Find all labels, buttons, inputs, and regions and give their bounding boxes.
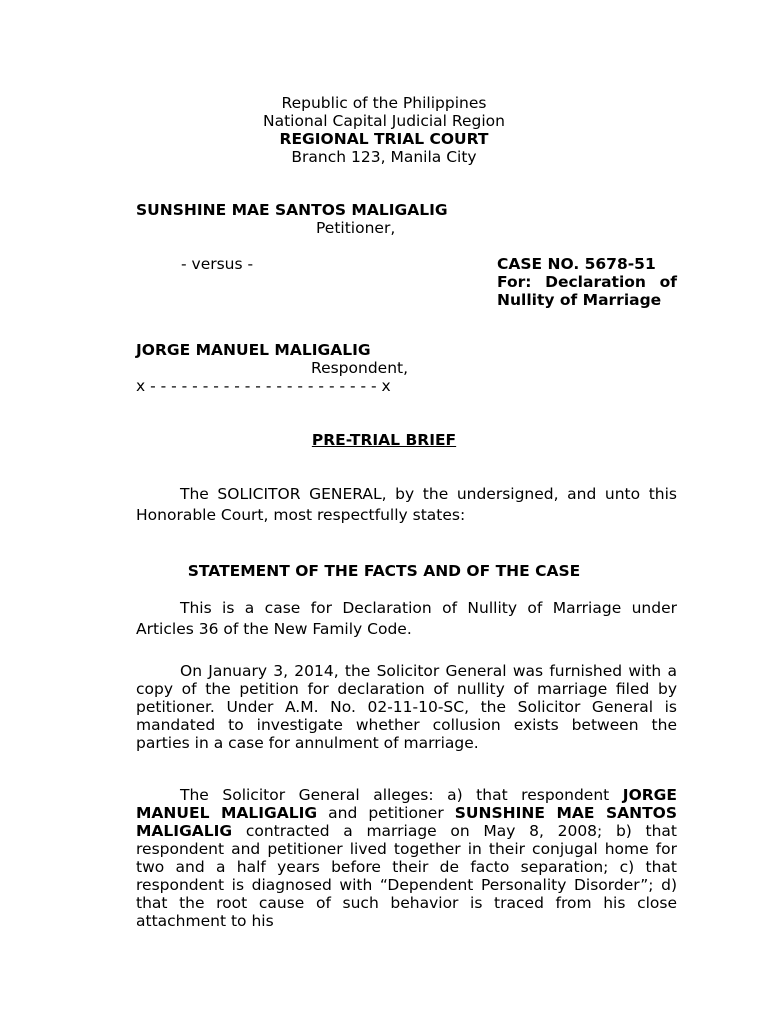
paragraph-1: This is a case for Declaration of Nullity of Marriage under Articles 36 of the New Family Code.	[136, 599, 677, 638]
respondent-name: JORGE MANUEL MALIGALIG	[136, 341, 371, 359]
case-for: For: Declaration of Nullity of Marriage	[497, 273, 677, 309]
respondent-role: Respondent,	[311, 359, 409, 377]
paragraph-3-text-c: contracted a marriage on May 8, 2008; b) that respondent and petitioner lived together in their conjugal home for two and a half years before their de facto separation; c) that respondent is diagnosed with “Dependent Personality Disorder”; d) that the root cause of such behavior is traced from his close attachment to his	[136, 822, 677, 930]
paragraph-3-text-a: The Solicitor General alleges: a) that respondent	[180, 786, 623, 804]
header-court: REGIONAL TRIAL COURT	[279, 130, 489, 148]
versus-label: - versus -	[181, 255, 254, 273]
intro-paragraph: The SOLICITOR GENERAL, by the undersigned, and unto this Honorable Court, most respectfully states:	[136, 485, 677, 524]
petitioner-name-inline: SUNSHINE MAE SANTOS MALIGALIG	[136, 804, 677, 840]
petitioner-name: SUNSHINE MAE SANTOS MALIGALIG	[136, 201, 448, 219]
case-number: CASE NO. 5678-51	[497, 255, 656, 273]
header-republic: Republic of the Philippines	[281, 94, 487, 112]
paragraph-3	[136, 786, 677, 930]
petitioner-role: Petitioner,	[316, 219, 396, 237]
document-title: PRE-TRIAL BRIEF	[311, 431, 457, 449]
section-heading: STATEMENT OF THE FACTS AND OF THE CASE	[187, 562, 581, 580]
case-block	[497, 255, 677, 309]
caption-divider: x - - - - - - - - - - - - - - - - - - - - - - x	[136, 377, 391, 395]
paragraph-2: On January 3, 2014, the Solicitor General was furnished with a copy of the petition for declaration of nullity of marriage filed by petitioner. Under A.M. No. 02-11-10-SC, the Solicitor General is mandated to investigate whether collusion exists between the parties in a case for annulment of marriage.	[136, 662, 677, 752]
header-branch: Branch 123, Manila City	[291, 148, 477, 166]
paragraph-3-text-b: and petitioner	[317, 804, 455, 822]
respondent-name-inline: JORGE MANUEL MALIGALIG	[136, 786, 677, 822]
header-region: National Capital Judicial Region	[263, 112, 505, 130]
